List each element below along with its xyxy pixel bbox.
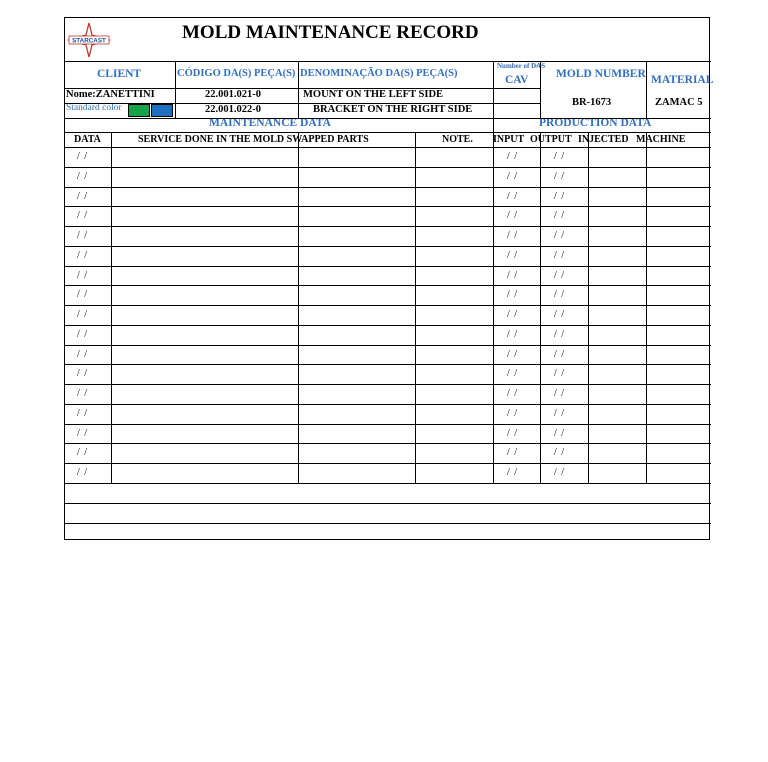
production-section-title: PRODUCTION DATA (539, 117, 652, 129)
table-row-rule (65, 187, 711, 188)
table-row-output-placeholder: / / (554, 309, 566, 320)
maintenance-record-sheet (64, 17, 714, 540)
col-header-machine: MACHINE (636, 134, 686, 145)
table-row-input-placeholder: / / (507, 151, 519, 162)
table-row-date-placeholder: / / (77, 230, 89, 241)
table-column-rule (588, 132, 589, 483)
table-row-output-placeholder: / / (554, 368, 566, 380)
table-column-rule (540, 132, 541, 483)
table-column-rule (111, 132, 112, 483)
table-column-rule (298, 132, 299, 483)
table-row-output-placeholder: / / (554, 210, 566, 222)
table-row-output-placeholder: / / (554, 170, 566, 182)
material-label: MATERIAL (651, 74, 714, 86)
table-row-date-placeholder: / / (77, 467, 89, 478)
mold-number-value: BR-1673 (572, 97, 612, 108)
table-column-rule (415, 132, 416, 483)
table-row-date-placeholder: / / (77, 289, 89, 301)
table-row-date-placeholder: / / (77, 190, 89, 202)
part-code-label: CÓDIGO DA(S) PEÇA(S) (177, 68, 296, 79)
table-row-output-placeholder: / / (554, 289, 566, 301)
table-row-output-placeholder: / / (554, 269, 566, 281)
rule-labels-cav (493, 88, 540, 89)
table-row-output-placeholder: / / (554, 407, 566, 419)
rule-section (65, 132, 711, 133)
table-row-input-placeholder: / / (507, 190, 519, 202)
part-name-1: MOUNT ON THE LEFT SIDE (303, 89, 444, 100)
table-row-input-placeholder: / / (507, 249, 519, 261)
vrule-section (493, 118, 494, 132)
col-header-date: DATA (74, 134, 101, 145)
rule-labels (65, 88, 493, 89)
table-row-input-placeholder: / / (507, 388, 519, 399)
client-label: CLIENT (97, 68, 142, 80)
table-row-input-placeholder: / / (507, 230, 519, 241)
starcast-logo (67, 22, 111, 58)
part-name-2: BRACKET ON THE RIGHT SIDE (313, 104, 473, 115)
vrule-cav (540, 61, 541, 118)
vrule-name (493, 61, 494, 118)
table-row-date-placeholder: / / (77, 170, 89, 182)
table-row-rule (65, 404, 711, 405)
table-row-date-placeholder: / / (77, 210, 89, 222)
table-row-output-placeholder: / / (554, 249, 566, 261)
table-row-rule (65, 206, 711, 207)
table-row-input-placeholder: / / (507, 269, 519, 281)
table-row-rule (65, 364, 711, 365)
logo-text: STARCAST (72, 37, 106, 45)
table-row-input-placeholder: / / (507, 328, 519, 340)
rule-columns (65, 147, 711, 148)
standard-color-label: Standard color (66, 103, 122, 113)
vrule-mold (646, 61, 647, 118)
vrule-client (175, 61, 176, 118)
table-row-rule (65, 305, 711, 306)
footer-row-rule (65, 503, 711, 504)
table-row-date-placeholder: / / (77, 328, 89, 340)
col-header-input: INPUT (493, 134, 525, 145)
table-row-date-placeholder: / / (77, 368, 89, 380)
table-row-output-placeholder: / / (554, 388, 566, 399)
part-code-1: 22.001.021-0 (205, 89, 261, 100)
table-row-rule (65, 266, 711, 267)
col-header-output: OUTPUT (530, 134, 572, 145)
rule-mid-info (65, 103, 540, 104)
footer-row-rule (65, 523, 711, 524)
table-row-date-placeholder: / / (77, 447, 89, 459)
table-row-output-placeholder: / / (554, 447, 566, 459)
table-row-output-placeholder: / / (554, 467, 566, 478)
table-row-date-placeholder: / / (77, 269, 89, 281)
table-row-date-placeholder: / / (77, 348, 89, 360)
document-title: MOLD MAINTENANCE RECORD (182, 22, 479, 43)
col-header-service: SERVICE DONE IN THE MOLD SWAPPED PARTS (138, 134, 369, 145)
table-column-rule (646, 132, 647, 483)
cavity-count-label: Number of D̶A̶S (497, 62, 546, 70)
mold-number-label: MOLD NUMBER (556, 68, 646, 80)
col-header-note: NOTE. (442, 134, 473, 145)
rule-title (65, 61, 711, 62)
table-row-rule (65, 325, 711, 326)
table-row-input-placeholder: / / (507, 289, 519, 301)
table-row-input-placeholder: / / (507, 467, 519, 478)
table-row-output-placeholder: / / (554, 348, 566, 360)
table-row-rule (65, 463, 711, 464)
part-code-2: 22.001.022-0 (205, 104, 261, 115)
table-row-rule (65, 246, 711, 247)
col-header-injected: INJECTED (578, 134, 629, 145)
table-row-rule (65, 443, 711, 444)
table-row-date-placeholder: / / (77, 309, 89, 320)
table-row-input-placeholder: / / (507, 447, 519, 459)
table-row-rule (65, 345, 711, 346)
table-row-rule (65, 483, 711, 484)
table-row-input-placeholder: / / (507, 368, 519, 380)
table-row-rule (65, 226, 711, 227)
table-row-output-placeholder: / / (554, 427, 566, 439)
table-row-input-placeholder: / / (507, 210, 519, 222)
table-row-input-placeholder: / / (507, 170, 519, 182)
table-row-rule (65, 167, 711, 168)
maintenance-section-title: MAINTENANCE DATA (209, 117, 331, 129)
client-name: Nome:ZANETTINI (66, 89, 155, 100)
table-row-rule (65, 285, 711, 286)
table-row-date-placeholder: / / (77, 249, 89, 261)
material-value: ZAMAC 5 (655, 97, 703, 108)
vrule-code (298, 61, 299, 118)
table-row-output-placeholder: / / (554, 230, 566, 241)
part-name-label: DENOMINAÇÃO DA(S) PEÇA(S) (300, 68, 458, 79)
standard-color-swatch-blue (151, 104, 173, 117)
table-row-output-placeholder: / / (554, 328, 566, 340)
cavity-label: CAV (505, 74, 529, 86)
table-row-output-placeholder: / / (554, 151, 566, 162)
standard-color-swatch-green (128, 104, 150, 117)
table-row-date-placeholder: / / (77, 427, 89, 439)
table-column-rule (493, 132, 494, 483)
table-row-rule (65, 384, 711, 385)
table-row-rule (65, 424, 711, 425)
rule-info (65, 118, 711, 119)
table-row-date-placeholder: / / (77, 388, 89, 399)
table-row-date-placeholder: / / (77, 407, 89, 419)
table-row-date-placeholder: / / (77, 151, 89, 162)
table-row-input-placeholder: / / (507, 407, 519, 419)
table-row-input-placeholder: / / (507, 348, 519, 360)
table-row-input-placeholder: / / (507, 427, 519, 439)
table-row-output-placeholder: / / (554, 190, 566, 202)
table-row-input-placeholder: / / (507, 309, 519, 320)
